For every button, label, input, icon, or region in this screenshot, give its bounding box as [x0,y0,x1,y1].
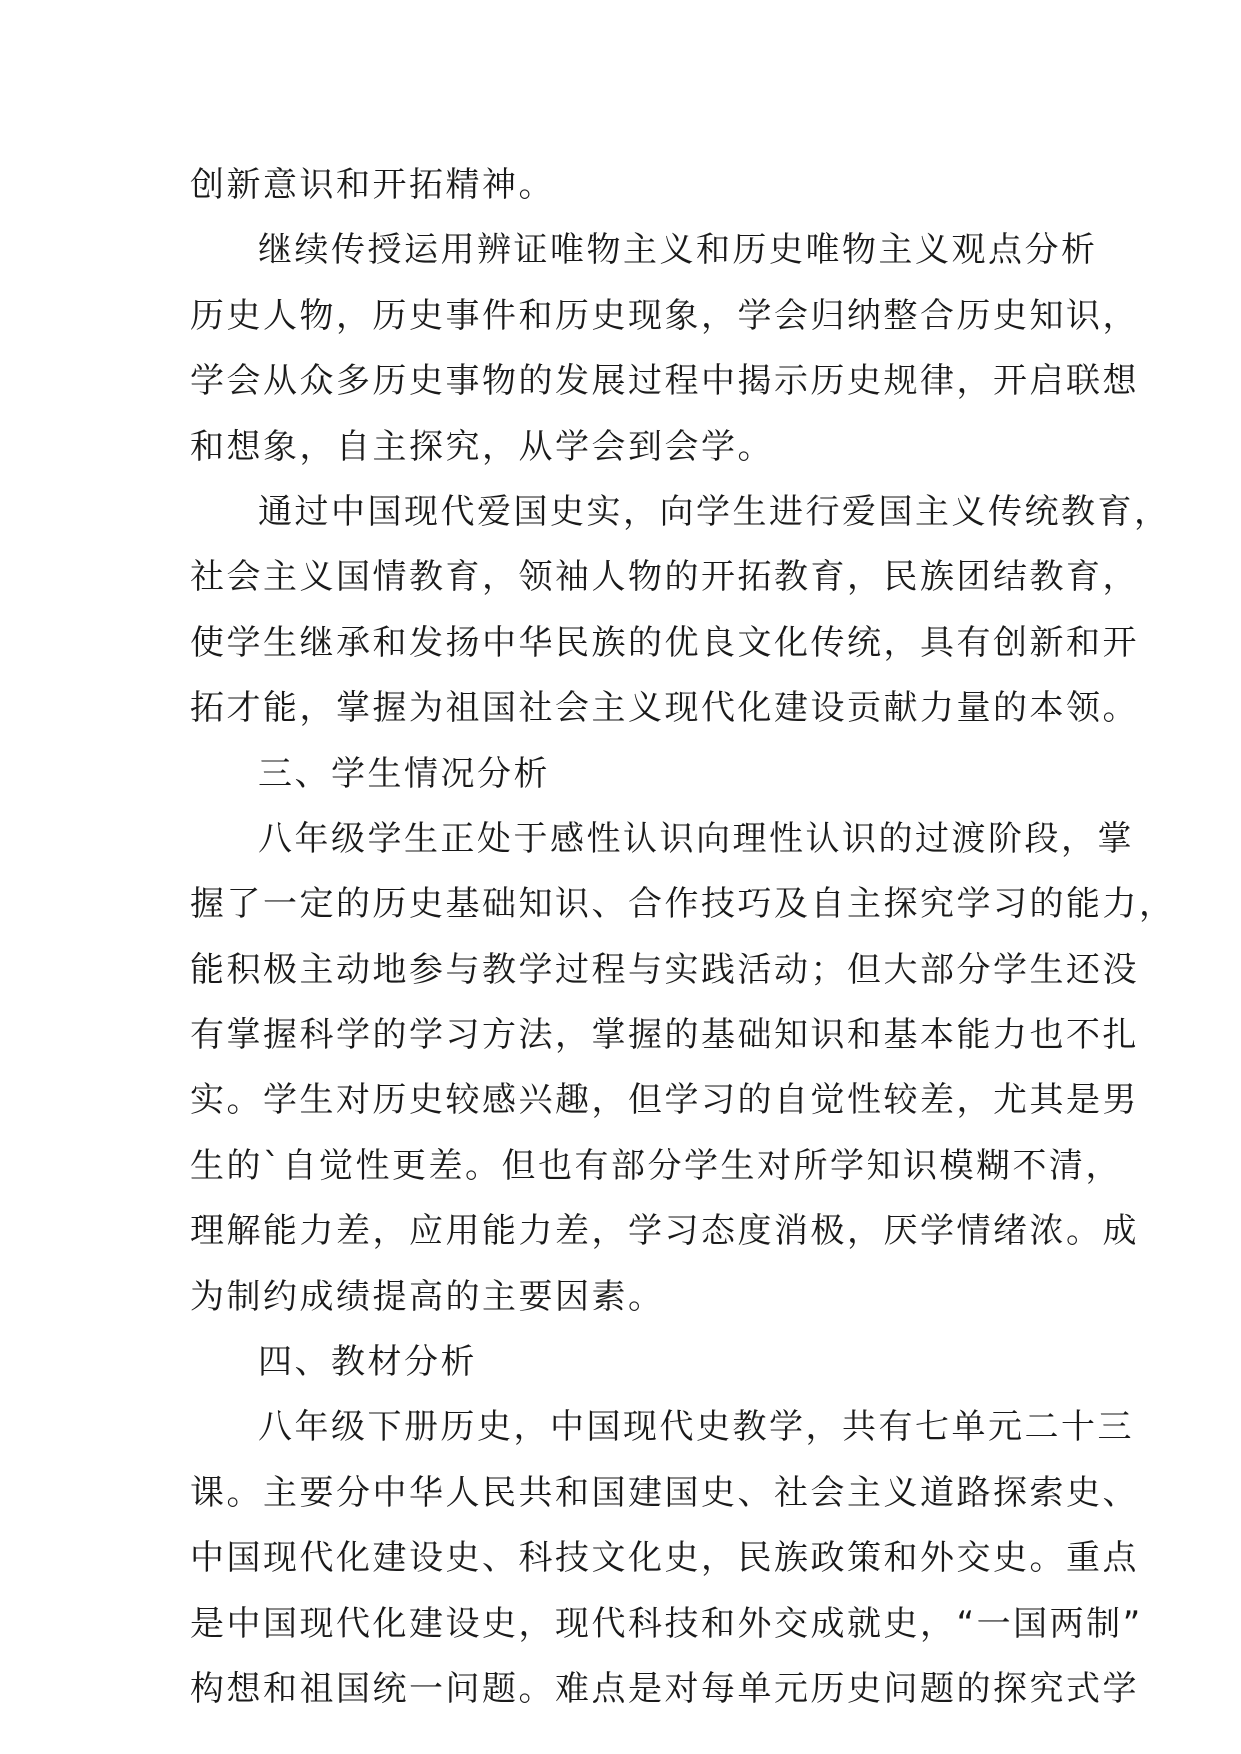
document-body [190,160,1176,1729]
text-line: 历史人物，历史事件和历史现象，学会归纳整合历史知识， [190,295,1139,336]
text-line: 八年级下册历史，中国现代史教学，共有七单元二十三 [258,1407,1134,1448]
text-line: 社会主义国情教育，领袖人物的开拓教育，民族团结教育， [190,557,1139,598]
text-line: 为制约成绩提高的主要因素。 [190,1276,665,1317]
text-line: 握了一定的历史基础知识、合作技巧及自主探究学习的能力， [190,884,1176,925]
text-line: 使学生继承和发扬中华民族的优良文化传统，具有创新和开 [190,622,1139,663]
text-line: 继续传授运用辨证唯物主义和历史唯物主义观点分析 [258,230,1098,271]
text-line: 拓才能，掌握为祖国社会主义现代化建设贡献力量的本领。 [190,688,1139,729]
text-line: 能积极主动地参与教学过程与实践活动；但大部分学生还没 [190,949,1139,990]
text-line: 四、教材分析 [258,1342,477,1383]
text-line: 学会从众多历史事物的发展过程中揭示历史规律，开启联想 [190,361,1139,402]
text-line: 中国现代化建设史、科技文化史，民族政策和外交史。重点 [190,1538,1139,1579]
text-line: 通过中国现代爱国史实，向学生进行爱国主义传统教育， [258,491,1171,532]
text-line: 理解能力差，应用能力差，学习态度消极，厌学情绪浓。成 [190,1211,1139,1252]
text-line: 课。主要分中华人民共和国建国史、社会主义道路探索史、 [190,1472,1139,1513]
text-line: 三、学生情况分析 [258,753,550,794]
text-line: 和想象，自主探究，从学会到会学。 [190,426,774,467]
text-line: 实。学生对历史较感兴趣，但学习的自觉性较差，尤其是男 [190,1080,1139,1121]
text-line: 创新意识和开拓精神。 [190,165,555,205]
text-line: 是中国现代化建设史，现代科技和外交成就史，“一国两制” [190,1603,1143,1644]
text-line: 生的`自觉性更差。但也有部分学生对所学知识模糊不清， [190,1145,1122,1186]
text-line: 有掌握科学的学习方法，掌握的基础知识和基本能力也不扎 [190,1015,1139,1056]
text-line: 八年级学生正处于感性认识向理性认识的过渡阶段，掌 [258,818,1134,859]
text-line: 构想和祖国统一问题。难点是对每单元历史问题的探究式学 [190,1668,1139,1709]
